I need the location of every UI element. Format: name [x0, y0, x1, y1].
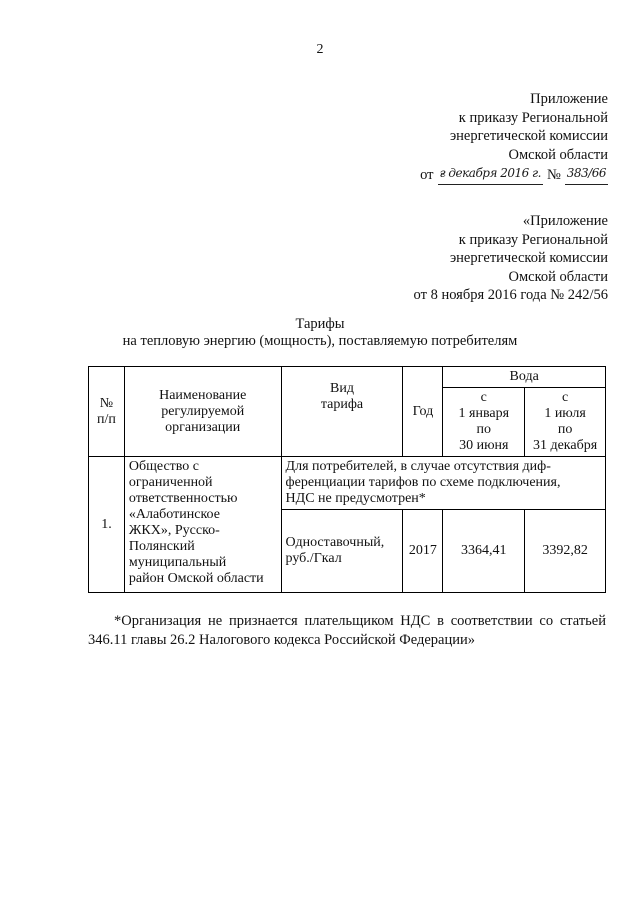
header-year: Год: [403, 367, 443, 457]
appendix-line: Приложение: [530, 91, 608, 107]
order-date-handwritten: ғ декабря 2016 г.: [438, 164, 543, 185]
header-num: № п/п: [89, 367, 125, 457]
footnote-line: *Организация не признается плательщиком НДС в соответствии: [114, 613, 533, 629]
row-value-period-1: 3364,41: [443, 510, 525, 593]
appendix-line: от 8 ноября 2016 года № 242/56: [413, 287, 608, 303]
row-group-caption: Для потребителей, в случае отсутствия диф- ференциации тарифов по схеме подключения, НДС не предусмотрен*: [281, 457, 605, 510]
appendix-previous: [414, 212, 608, 305]
appendix-line: энергетической комиссии: [449, 250, 608, 266]
appendix-line: «Приложение: [522, 213, 608, 229]
row-value-period-2: 3392,82: [525, 510, 606, 593]
document-title: Тарифы: [295, 316, 345, 332]
row-num: 1.: [89, 457, 125, 593]
header-organization: Наименование регулируемой организации: [124, 367, 281, 457]
order-number-label: №: [546, 167, 561, 183]
row-tariff-type: Одноставочный, руб./Гкал: [281, 510, 403, 593]
header-period-1: с 1 января по 30 июня: [443, 388, 525, 457]
table-row: [89, 457, 606, 510]
appendix-line: к приказу Региональной: [458, 231, 608, 248]
appendix-current: [420, 90, 608, 185]
document-subtitle: на тепловую энергию (мощность), поставляемую потребителям: [122, 333, 518, 349]
footnote-line: со статьей 346.11 главы 26.2 Налогового кодекса Российской Федерации»: [88, 613, 606, 648]
tariff-table: [88, 366, 606, 593]
order-prefix: от: [420, 167, 434, 183]
appendix-line: Омской области: [508, 146, 608, 163]
table-header-row: [89, 367, 606, 388]
header-tariff-type: Вид тарифа: [281, 367, 403, 457]
header-water: Вода: [443, 367, 606, 388]
row-year: 2017: [403, 510, 443, 593]
footnote: [88, 612, 606, 649]
row-organization: Общество с ограниченной ответственностью «Алаботинское ЖКХ», Русско- Полянский муниципальный район Омской области: [124, 457, 281, 593]
appendix-line: Омской области: [508, 268, 608, 285]
appendix-line: к приказу Региональной: [458, 109, 608, 126]
page-number: 2: [316, 42, 324, 57]
document-title-block: [0, 316, 640, 350]
appendix-line: энергетической комиссии: [449, 128, 608, 144]
order-number-handwritten: 383/66: [565, 164, 608, 185]
header-period-2: с 1 июля по 31 декабря: [525, 388, 606, 457]
order-line: [420, 164, 608, 185]
